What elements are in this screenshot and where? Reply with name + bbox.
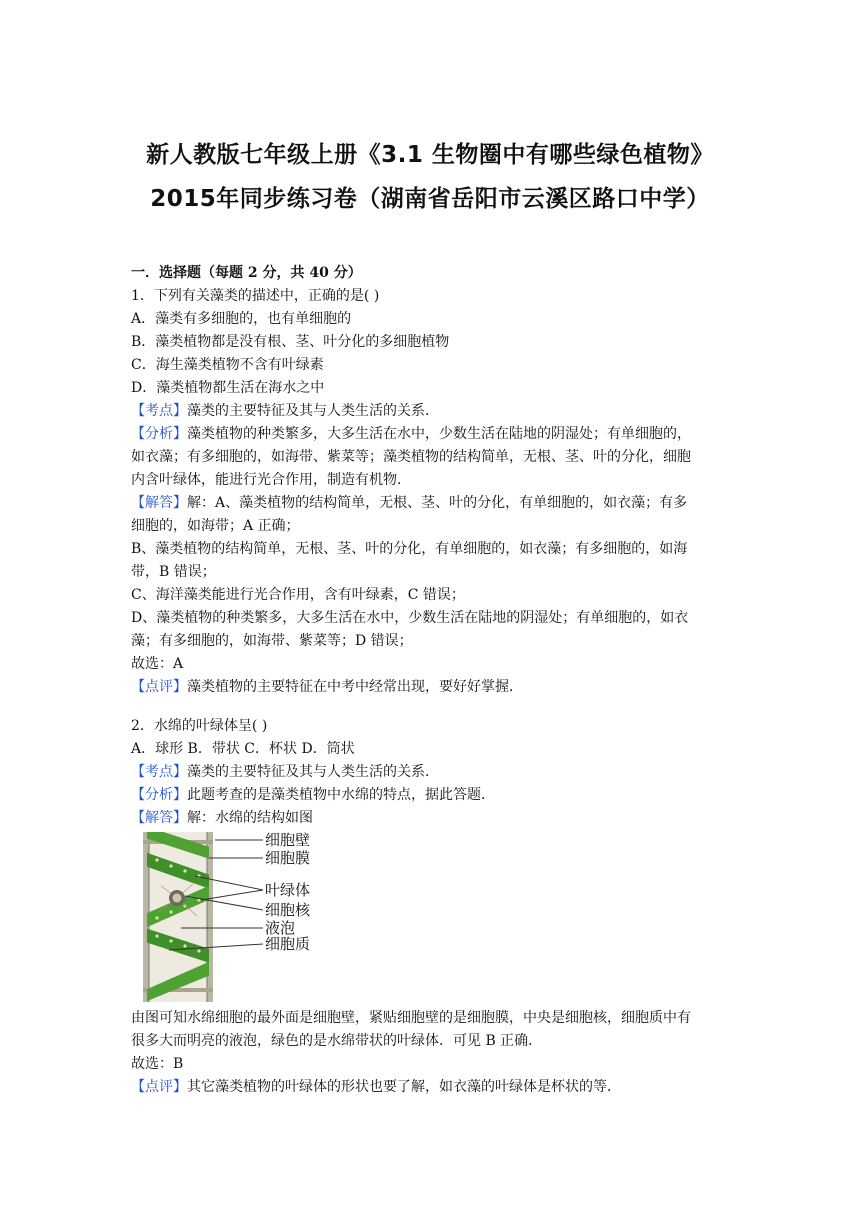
q2-stem: 2．水绵的叶绿体呈( ) bbox=[131, 718, 268, 734]
q1-fenxi-text-1: 藻类植物的种类繁多，大多生活在水中，少数生活在陆地的阴湿处；有单细胞的， bbox=[187, 426, 691, 442]
q2-kaodian bbox=[131, 761, 731, 783]
kaodian-tag: 【考点】 bbox=[131, 403, 187, 419]
q1-fenxi-text-2: 如衣藻；有多细胞的，如海带、紫菜等；藻类植物的结构简单，无根、茎、叶的分化，细胞 bbox=[131, 449, 691, 465]
q1-jieda-text-2: 细胞的，如海带；A 正确； bbox=[131, 518, 300, 534]
q2-fenxi bbox=[131, 784, 731, 806]
q2-answer: 故选：B bbox=[131, 1056, 184, 1072]
document-title-line1: 新人教版七年级上册《3.1 生物圈中有哪些绿色植物》 bbox=[146, 142, 714, 168]
spirogyra-cell-illustration bbox=[143, 832, 263, 1002]
spirogyra-figure bbox=[131, 832, 351, 1002]
q1-answer: 故选：A bbox=[131, 656, 184, 672]
q1-option-a: A．藻类有多细胞的，也有单细胞的 bbox=[131, 311, 352, 327]
fenxi-tag: 【分析】 bbox=[131, 426, 187, 442]
q2-fenxi-text: 此题考查的是藻类植物中水绵的特点，据此答题． bbox=[187, 787, 495, 803]
q1-kaodian bbox=[131, 400, 731, 422]
q2-explain-1: 由图可知水绵细胞的最外面是细胞壁，紧贴细胞壁的是细胞膜，中央是细胞核，细胞质中有 bbox=[131, 1010, 691, 1026]
jieda-tag: 【解答】 bbox=[131, 810, 187, 826]
dianping-tag: 【点评】 bbox=[131, 679, 187, 695]
q2-dianping-text: 其它藻类植物的叶绿体的形状也要了解，如衣藻的叶绿体是杯状的等． bbox=[187, 1079, 621, 1095]
label-cytoplasm: 细胞质 bbox=[265, 935, 311, 953]
q2-jieda-text: 解：水绵的结构如图 bbox=[187, 810, 313, 826]
label-nucleus: 细胞核 bbox=[265, 901, 311, 919]
document-title-line2: 2015年同步练习卷（湖南省岳阳市云溪区路口中学） bbox=[150, 186, 710, 212]
label-cell-wall: 细胞壁 bbox=[265, 832, 311, 849]
jieda-tag: 【解答】 bbox=[131, 495, 187, 511]
q1-option-b: B．藻类植物都是没有根、茎、叶分化的多细胞植物 bbox=[131, 334, 450, 350]
q1-jieda-text-1: 解：A、藻类植物的结构简单，无根、茎、叶的分化，有单细胞的，如衣藻；有多 bbox=[187, 495, 688, 511]
q1-jieda-text-7: 藻；有多细胞的，如海带、紫菜等；D 错误； bbox=[131, 633, 413, 649]
q2-options: A．球形 B．带状 C．杯状 D．筒状 bbox=[131, 741, 355, 757]
q1-option-c: C．海生藻类植物不含有叶绿素 bbox=[131, 357, 324, 373]
section-heading: 一．选择题（每题 2 分，共 40 分） bbox=[131, 265, 362, 281]
label-cell-membrane: 细胞膜 bbox=[265, 849, 311, 867]
q2-kaodian-text: 藻类的主要特征及其与人类生活的关系． bbox=[187, 764, 439, 780]
q2-explain-2: 很多大而明亮的液泡，绿色的是水绵带状的叶绿体．可见 B 正确． bbox=[131, 1033, 543, 1049]
dianping-tag: 【点评】 bbox=[131, 1079, 187, 1095]
q2-jieda bbox=[131, 807, 731, 829]
q1-stem: 1．下列有关藻类的描述中，正确的是( ) bbox=[131, 288, 380, 304]
q1-dianping bbox=[131, 676, 731, 698]
q1-option-d: D．藻类植物都生活在海水之中 bbox=[131, 380, 325, 396]
q1-dianping-text: 藻类植物的主要特征在中考中经常出现，要好好掌握． bbox=[187, 679, 523, 695]
kaodian-tag: 【考点】 bbox=[131, 764, 187, 780]
q1-kaodian-text: 藻类的主要特征及其与人类生活的关系． bbox=[187, 403, 439, 419]
q1-jieda-text-5: C、海洋藻类能进行光合作用，含有叶绿素，C 错误； bbox=[131, 587, 465, 603]
q1-jieda-text-4: 带，B 错误； bbox=[131, 564, 216, 580]
q1-jieda bbox=[131, 492, 731, 514]
q1-fenxi bbox=[131, 423, 731, 445]
q1-jieda-text-6: D、藻类植物的种类繁多，大多生活在水中，少数生活在陆地的阴湿处；有单细胞的，如衣 bbox=[131, 610, 689, 626]
label-chloroplast: 叶绿体 bbox=[265, 881, 311, 899]
label-vacuole: 液泡 bbox=[265, 919, 296, 937]
q2-dianping bbox=[131, 1076, 731, 1098]
q1-fenxi-text-3: 内含叶绿体，能进行光合作用，制造有机物． bbox=[131, 472, 411, 488]
q1-jieda-text-3: B、藻类植物的结构简单，无根、茎、叶的分化，有单细胞的，如衣藻；有多细胞的，如海 bbox=[131, 541, 688, 557]
fenxi-tag: 【分析】 bbox=[131, 787, 187, 803]
